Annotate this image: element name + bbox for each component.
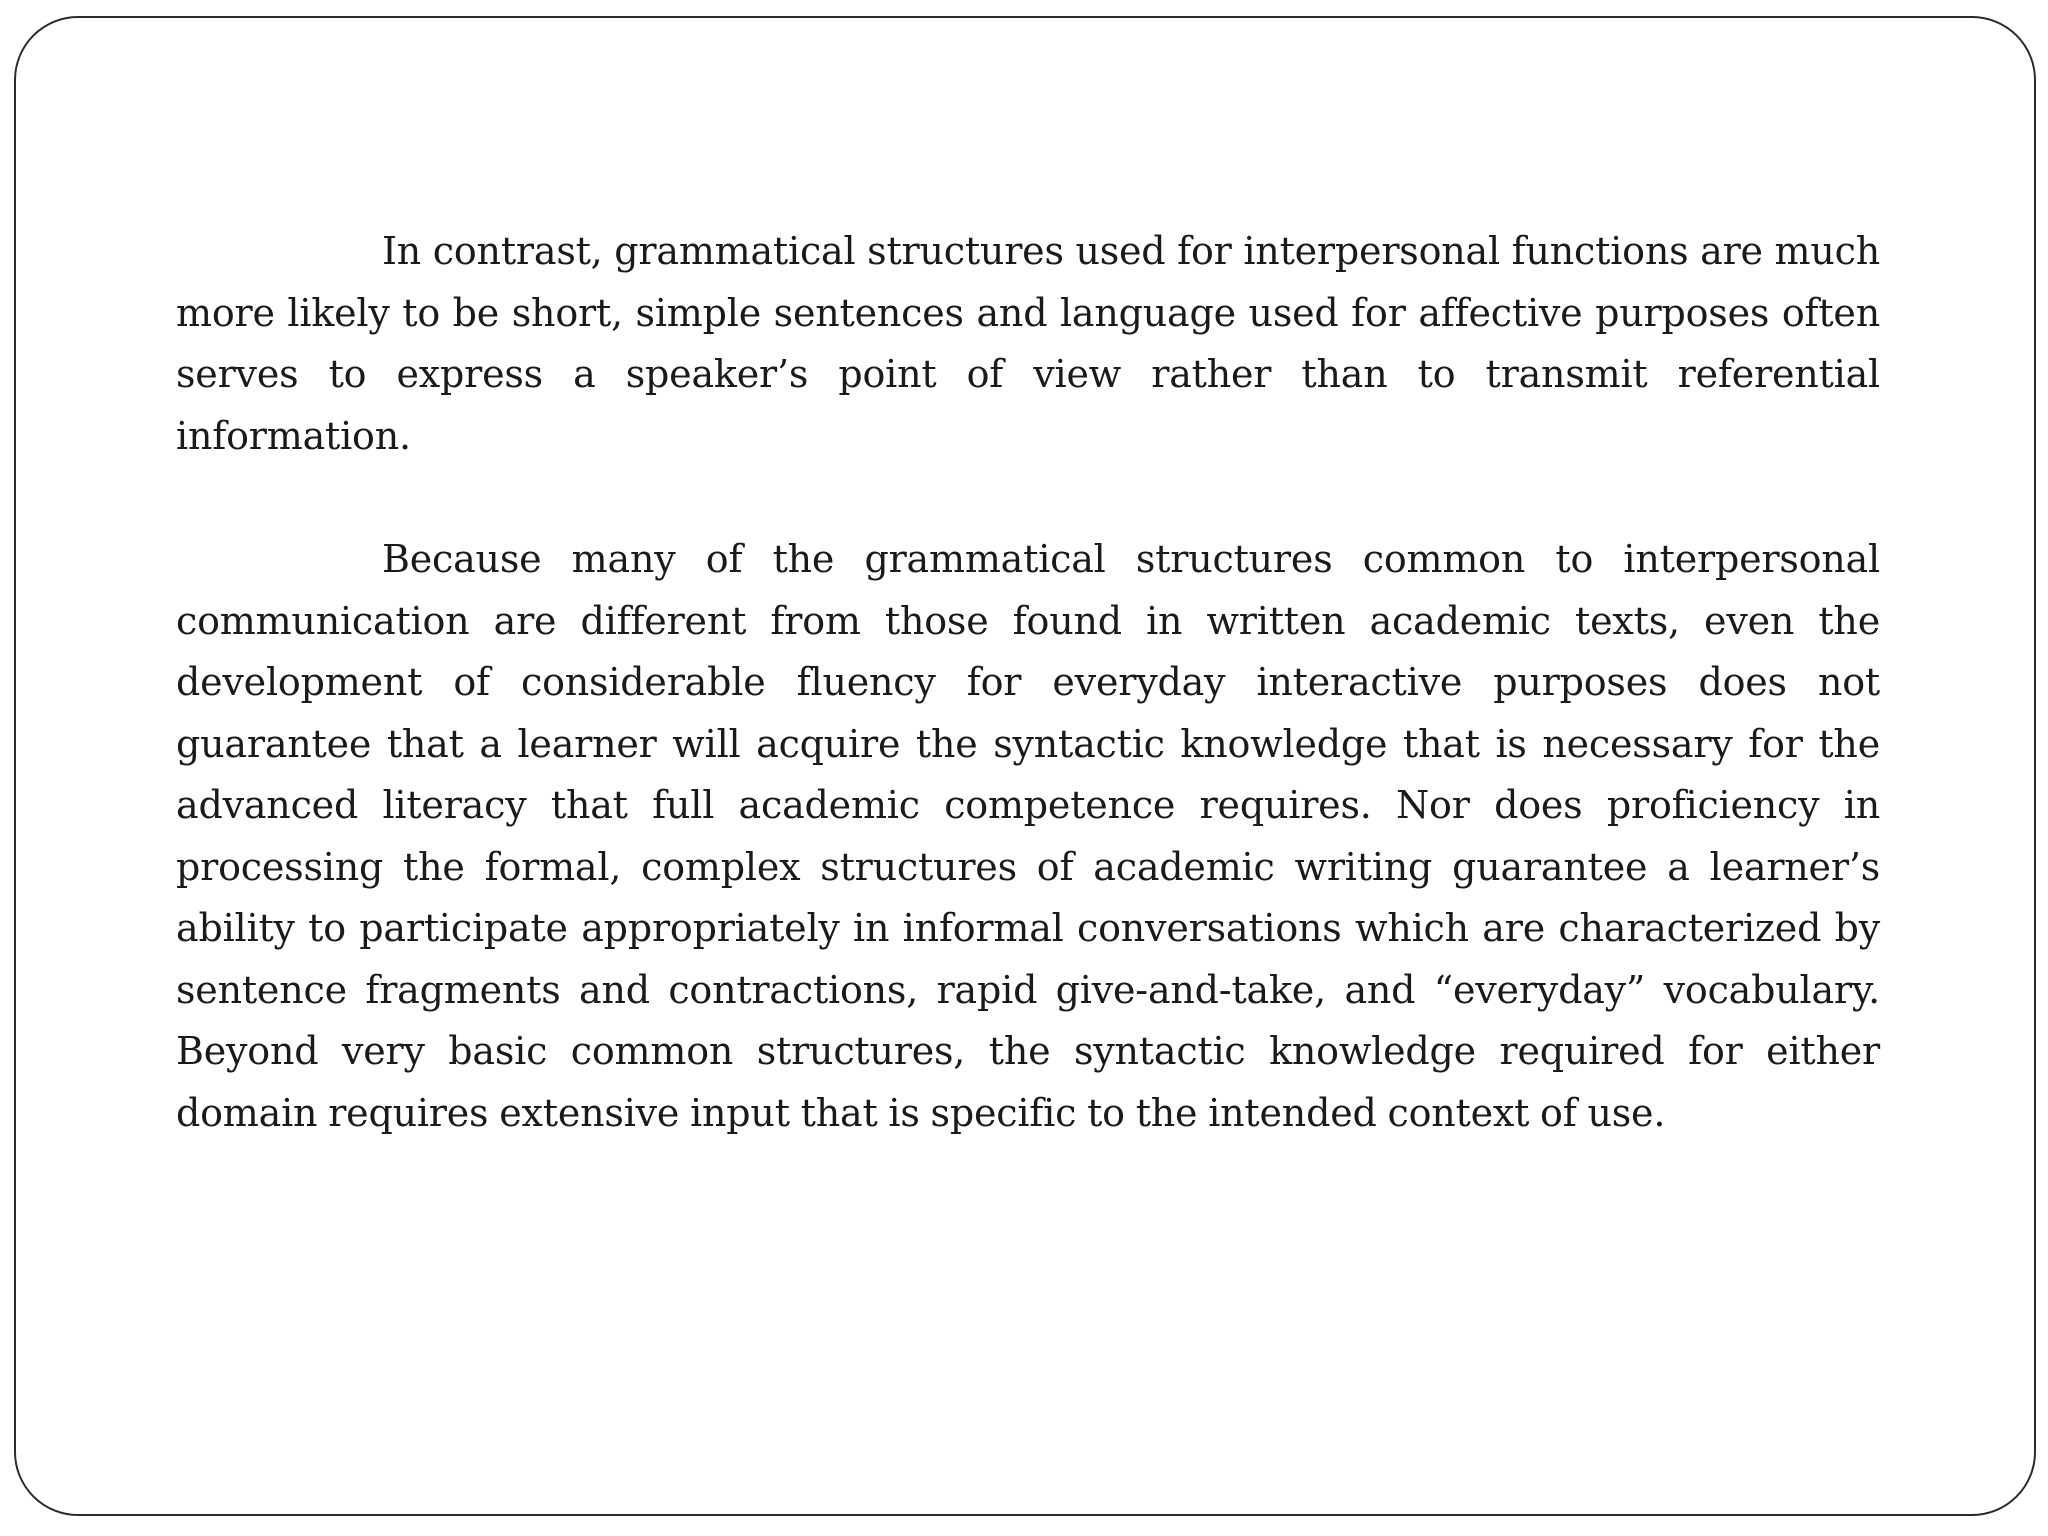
paragraph-syntactic-knowledge: Because many of the grammatical structures common to interpersonal communication are different from those found in written academic texts, even the development of considerable fluency for everyday interactive purposes does not guarantee that a learner will acquire the syntactic knowledge that is necessary for the advanced literacy that full academic competence requires. Nor does proficiency in processing the formal, complex structures of academic writing guarantee a learner’s ability to participate appropriately in informal conversations which are characterized by sentence fragments and contractions, rapid give-and-take, and “everyday” vocabulary. Beyond very basic common structures, the syntactic knowledge required for either domain requires extensive input that is specific to the intended context of use.	[176, 537, 1880, 1135]
slide-frame	[14, 16, 2036, 1516]
paragraph-interpersonal-functions: In contrast, grammatical structures used for interpersonal functions are much more likely to be short, simple sentences and language used for affective purposes often serves to express a speaker’s point of view rather than to transmit referential information.	[176, 229, 1880, 458]
slide-body	[176, 221, 1880, 1144]
